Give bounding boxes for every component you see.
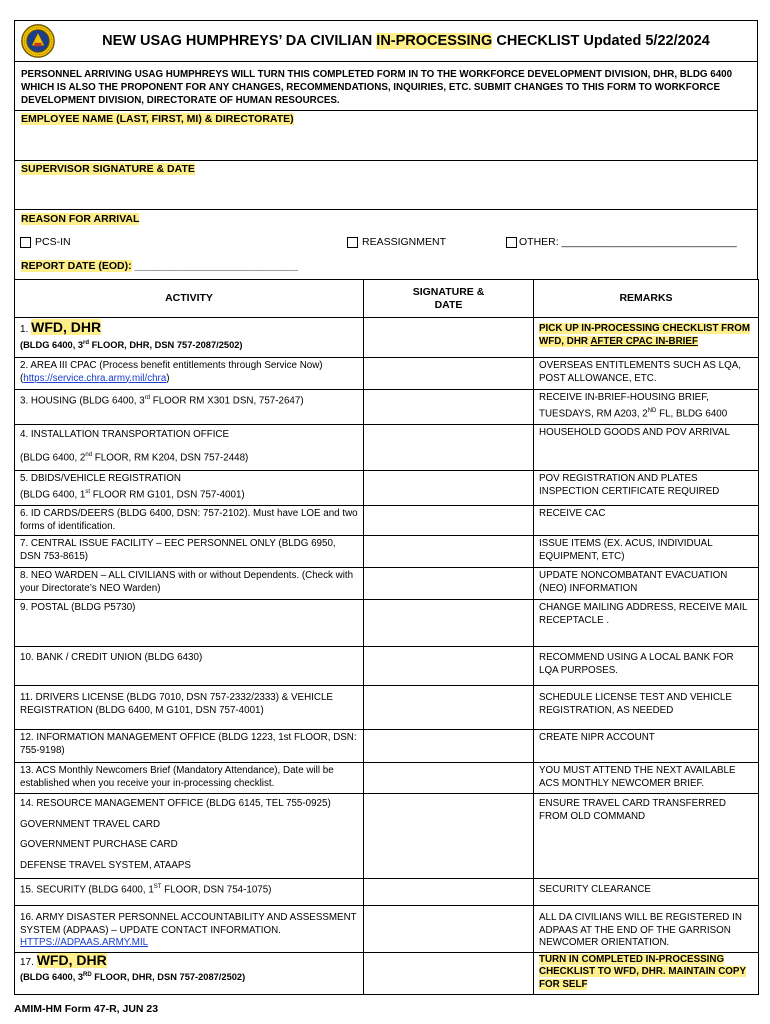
employee-name-label: EMPLOYEE NAME (LAST, FIRST, MI) & DIRECTORATE) bbox=[21, 113, 294, 125]
reason-for-arrival-label: REASON FOR ARRIVAL bbox=[21, 213, 140, 225]
col-remarks: REMARKS bbox=[534, 280, 759, 318]
page-title: NEW USAG HUMPHREYS’ DA CIVILIAN IN-PROCESSING CHECKLIST Updated 5/22/2024 bbox=[102, 33, 710, 49]
activity-cell: 8. NEO WARDEN – ALL CIVILIANS with or without Dependents. (Check with your Directorate’s NEO Warden) bbox=[15, 568, 364, 600]
signature-cell[interactable] bbox=[364, 506, 534, 536]
signature-cell[interactable] bbox=[364, 471, 534, 506]
remarks-cell: UPDATE NONCOMBATANT EVACUATION (NEO) INFORMATION bbox=[534, 568, 759, 600]
signature-cell[interactable] bbox=[364, 730, 534, 763]
remarks-cell: SECURITY CLEARANCE bbox=[534, 879, 759, 906]
table-row bbox=[15, 425, 759, 471]
chra-link[interactable]: https://service.chra.army.mil/chra bbox=[23, 372, 167, 384]
form-footer: AMIM-HM Form 47-R, JUN 23 bbox=[14, 1003, 159, 1015]
supervisor-signature-label: SUPERVISOR SIGNATURE & DATE bbox=[21, 163, 195, 175]
option-reassignment[interactable]: REASSIGNMENT bbox=[347, 236, 446, 248]
table-row bbox=[15, 536, 759, 568]
col-activity: ACTIVITY bbox=[15, 280, 364, 318]
remarks-cell: CHANGE MAILING ADDRESS, RECEIVE MAIL RECEPTACLE . bbox=[534, 600, 759, 647]
signature-cell[interactable] bbox=[364, 600, 534, 647]
table-row bbox=[15, 568, 759, 600]
remarks-cell: PICK UP IN-PROCESSING CHECKLIST FROM WFD, DHR AFTER CPAC IN-BRIEF bbox=[534, 318, 759, 358]
checklist-table bbox=[14, 279, 759, 995]
form-header bbox=[14, 20, 758, 62]
table-row bbox=[15, 506, 759, 536]
remarks-cell: ENSURE TRAVEL CARD TRANSFERRED FROM OLD COMMAND bbox=[534, 794, 759, 879]
activity-cell: 4. INSTALLATION TRANSPORTATION OFFICE (BLDG 6400, 2nd FLOOR, RM K204, DSN 757-2448) bbox=[15, 425, 364, 471]
signature-cell[interactable] bbox=[364, 536, 534, 568]
signature-cell[interactable] bbox=[364, 686, 534, 730]
activity-cell: 1. WFD, DHR (BLDG 6400, 3rd FLOOR, DHR, DSN 757-2087/2502) bbox=[15, 318, 364, 358]
activity-cell: 9. POSTAL (BLDG P5730) bbox=[15, 600, 364, 647]
table-row bbox=[15, 794, 759, 879]
table-row bbox=[15, 390, 759, 425]
activity-cell: 6. ID CARDS/DEERS (BLDG 6400, DSN: 757-2102). Must have LOE and two forms of identification. bbox=[15, 506, 364, 536]
remarks-cell: POV REGISTRATION AND PLATES INSPECTION CERTIFICATE REQUIRED bbox=[534, 471, 759, 506]
remarks-cell: OVERSEAS ENTITLEMENTS SUCH AS LQA, POST ALLOWANCE, ETC. bbox=[534, 358, 759, 390]
table-header-row bbox=[15, 280, 759, 318]
signature-cell[interactable] bbox=[364, 794, 534, 879]
table-row bbox=[15, 600, 759, 647]
checkbox-icon[interactable] bbox=[20, 237, 31, 248]
supervisor-signature-field[interactable] bbox=[14, 161, 758, 210]
signature-cell[interactable] bbox=[364, 906, 534, 953]
remarks-cell: RECEIVE IN-BRIEF-HOUSING BRIEF, TUESDAYS, RM A203, 2ND FL, BLDG 6400 bbox=[534, 390, 759, 425]
activity-cell: 3. HOUSING (BLDG 6400, 3rd FLOOR RM X301 DSN, 757-2647) bbox=[15, 390, 364, 425]
remarks-cell: RECEIVE CAC bbox=[534, 506, 759, 536]
table-row bbox=[15, 471, 759, 506]
table-row bbox=[15, 318, 759, 358]
signature-cell[interactable] bbox=[364, 425, 534, 471]
adpaas-link[interactable]: HTTPS://ADPAAS.ARMY.MIL bbox=[20, 937, 149, 949]
table-row bbox=[15, 952, 759, 994]
activity-cell: 15. SECURITY (BLDG 6400, 1ST FLOOR, DSN 754-1075) bbox=[15, 879, 364, 906]
remarks-cell: CREATE NIPR ACCOUNT bbox=[534, 730, 759, 763]
signature-cell[interactable] bbox=[364, 390, 534, 425]
table-row bbox=[15, 879, 759, 906]
remarks-cell: HOUSEHOLD GOODS AND POV ARRIVAL bbox=[534, 425, 759, 471]
remarks-cell: TURN IN COMPLETED IN-PROCESSING CHECKLIST TO WFD, DHR. MAINTAIN COPY FOR SELF bbox=[534, 952, 759, 994]
signature-cell[interactable] bbox=[364, 318, 534, 358]
remarks-cell: SCHEDULE LICENSE TEST AND VEHICLE REGISTRATION, AS NEEDED bbox=[534, 686, 759, 730]
activity-cell: 10. BANK / CREDIT UNION (BLDG 6430) bbox=[15, 647, 364, 686]
signature-cell[interactable] bbox=[364, 358, 534, 390]
activity-cell: 14. RESOURCE MANAGEMENT OFFICE (BLDG 6145, TEL 755-0925) GOVERNMENT TRAVEL CARD GOVERNMENT PURCHASE CARD DEFENSE TRAVEL SYSTEM, ATAAPS bbox=[15, 794, 364, 879]
signature-cell[interactable] bbox=[364, 568, 534, 600]
activity-cell: 13. ACS Monthly Newcomers Brief (Mandatory Attendance), Date will be established when you receive your in-processing checklist. bbox=[15, 763, 364, 794]
table-row bbox=[15, 358, 759, 390]
remarks-cell: YOU MUST ATTEND THE NEXT AVAILABLE ACS MONTHLY NEWCOMER BRIEF. bbox=[534, 763, 759, 794]
signature-cell[interactable] bbox=[364, 647, 534, 686]
report-date-label: REPORT DATE (EOD): bbox=[21, 260, 132, 272]
activity-cell: 7. CENTRAL ISSUE FACILITY – EEC PERSONNEL ONLY (BLDG 6950, DSN 753-8615) bbox=[15, 536, 364, 568]
signature-cell[interactable] bbox=[364, 952, 534, 994]
activity-cell: 12. INFORMATION MANAGEMENT OFFICE (BLDG 1223, 1st FLOOR, DSN: 755-9198) bbox=[15, 730, 364, 763]
remarks-cell: ISSUE ITEMS (EX. ACUS, INDIVIDUAL EQUIPMENT, ETC) bbox=[534, 536, 759, 568]
table-row bbox=[15, 686, 759, 730]
checkbox-icon[interactable] bbox=[506, 237, 517, 248]
activity-cell: 17. WFD, DHR (BLDG 6400, 3RD FLOOR, DHR, DSN 757-2087/2502) bbox=[15, 952, 364, 994]
table-row bbox=[15, 730, 759, 763]
report-date-blank[interactable]: ____________________________ bbox=[131, 260, 299, 272]
table-row bbox=[15, 647, 759, 686]
table-row bbox=[15, 763, 759, 794]
option-pcs-in[interactable]: PCS-IN bbox=[20, 236, 71, 248]
activity-cell: 11. DRIVERS LICENSE (BLDG 7010, DSN 757-2332/2333) & VEHICLE REGISTRATION (BLDG 6400, M G101, DSN 757-4001) bbox=[15, 686, 364, 730]
activity-cell: 2. AREA III CPAC (Process benefit entitlements through Service Now) (https://service.chra.army.mil/chra) bbox=[15, 358, 364, 390]
remarks-cell: ALL DA CIVILIANS WILL BE REGISTERED IN ADPAAS AT THE END OF THE GARRISON NEWCOMER ORIENTATION. bbox=[534, 906, 759, 953]
col-signature-date: SIGNATURE & DATE bbox=[364, 280, 534, 318]
remarks-cell: RECOMMEND USING A LOCAL BANK FOR LQA PURPOSES. bbox=[534, 647, 759, 686]
employee-name-field[interactable] bbox=[14, 111, 758, 161]
signature-cell[interactable] bbox=[364, 763, 534, 794]
option-other[interactable]: OTHER: ______________________________ bbox=[506, 236, 737, 248]
activity-cell: 16. ARMY DISASTER PERSONNEL ACCOUNTABILITY AND ASSESSMENT SYSTEM (ADPAAS) – UPDATE CONTACT INFORMATION. HTTPS://ADPAAS.ARMY.MIL bbox=[15, 906, 364, 953]
checkbox-icon[interactable] bbox=[347, 237, 358, 248]
activity-cell: 5. DBIDS/VEHICLE REGISTRATION (BLDG 6400, 1st FLOOR RM G101, DSN 757-4001) bbox=[15, 471, 364, 506]
signature-cell[interactable] bbox=[364, 879, 534, 906]
table-row bbox=[15, 906, 759, 953]
submission-notice: PERSONNEL ARRIVING USAG HUMPHREYS WILL TURN THIS COMPLETED FORM IN TO THE WORKFORCE DEVELOPMENT DIVISION, DHR, BLDG 6400 WHICH IS ALSO THE PROPONENT FOR ANY CHANGES, RECOMMENDATIONS, INQUIRIES, ETC. SUBMIT CHANGES TO THIS FORM TO WORKFORCE DEVELOPMENT DIVISION, DIRECTORATE OF HUMAN RESOURCES. bbox=[14, 62, 758, 111]
